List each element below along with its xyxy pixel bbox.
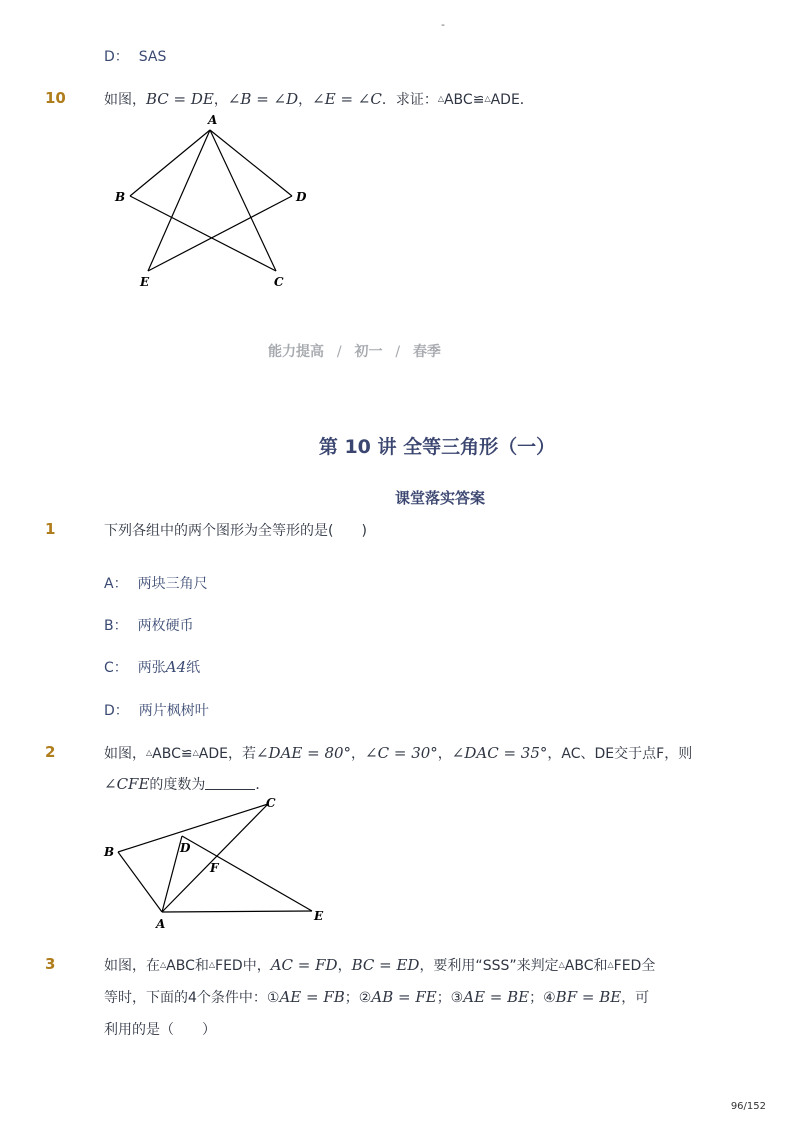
q10-math-2: ∠B = ∠D [227,90,299,108]
q3-line1-end: 全 [641,958,656,974]
triangle-symbol-icon: △ [160,960,167,969]
q1-option-d[interactable] [104,700,209,720]
q3-condition-3: AE = BE [463,988,530,1006]
q10-tri-1: ABC [443,92,473,108]
q2-tri-2: ADE [198,746,228,762]
q3-tri-1: ABC [166,958,195,974]
q3-math-2: BC = ED [351,956,420,974]
q2-prefix: 如图， [104,746,146,762]
point-label-a: A [156,917,166,931]
point-label-c: C [274,275,284,289]
question-2-stem-line2 [104,774,269,794]
option-label: D： [104,703,129,719]
option-text: 两块三角尺 [137,576,208,592]
q2-math-2: ∠C = 30° [365,744,438,762]
question-number-1: 1 [45,520,56,538]
segment-ac [162,804,268,912]
point-label-a: A [208,113,218,127]
q2-line2-text: 的度数为 [149,777,206,793]
question-2-stem-line1: 如图，△ABC≌△ADE，若∠DAE = 80°，∠C = 30°，∠DAC = 35°，AC、DE交于点F，则 [104,744,693,762]
point-label-b: B [115,190,126,204]
point-label-f: F [210,861,219,875]
q3-in: 中， [242,958,271,974]
segment-ba [118,852,162,912]
question-3-stem-line1: 如图，在△ABC和△FED中，AC = FD，BC = ED，要利用“SSS”来判定△ABC和△FED全 [104,956,656,974]
page-number: 96/152 [730,1101,766,1112]
q10-math-1: BC = DE [146,90,214,108]
q2-line2-math: ∠CFE [104,775,150,793]
answer-blank[interactable] [205,777,255,790]
option-text: 纸 [186,660,201,676]
option-label: B： [104,618,128,634]
q1-option-b[interactable] [104,615,194,635]
prev-option-d [104,46,166,66]
option-text: SAS [138,49,167,65]
lecture-title: 第 10 讲 全等三角形（一） [318,436,556,458]
q3-tri-3: ABC [564,958,594,974]
q3-condition-4: BF = BE [555,988,622,1006]
question-3-stem-line2 [104,987,649,1007]
segment-bc [118,804,268,852]
triangle-symbol-icon: △ [437,94,444,103]
q10-tri-2: ADE [490,92,520,108]
q2-rest: ，AC、DE交于点F，则 [547,746,693,762]
point-label-e: E [140,275,150,289]
triangle-symbol-icon: △ [146,748,153,757]
segment-de [182,836,312,911]
q10-figure [100,108,330,293]
segment-ae [162,911,312,912]
breadcrumb-separator: / [336,344,342,360]
breadcrumb-grade: 初一 [354,344,383,360]
point-label-e: E [314,909,324,923]
q3-and-2: 和 [593,958,608,974]
lecture-subtitle: 课堂落实答案 [394,489,485,507]
q1-option-a[interactable] [104,573,208,593]
q2-figure [100,792,340,932]
segment-ac [210,130,276,271]
triangle-symbol-icon: △ [208,960,216,969]
segment-ad [210,130,292,196]
q2-end: ． [255,777,270,793]
q1-option-c[interactable] [104,657,200,677]
q3-math-1: AC = FD [270,956,338,974]
triangle-symbol-icon: △ [607,960,614,969]
point-label-b: B [104,845,115,859]
question-10-stem: 如图，BC = DE，∠B = ∠D，∠E = ∠C．求证：△ABC≌△ADE． [104,90,534,108]
point-label-d: D [180,841,191,855]
q3-prefix: 如图，在 [104,958,160,974]
q10-prefix: 如图， [104,92,146,108]
q3-sep: ；④ [529,990,556,1006]
question-number-3: 3 [45,955,56,973]
question-3-stem-line3: 利用的是（ ） [104,1022,216,1038]
congruent-symbol: ≌ [180,746,193,762]
q3-condition-1: AE = FB [279,988,345,1006]
option-text: 两张 [137,660,166,676]
q3-line2-prefix: 等时，下面的4个条件中：① [104,990,280,1006]
section-breadcrumb [268,341,441,361]
q3-and: 和 [194,958,209,974]
segment-ae [148,130,210,271]
q10-claim-prefix: 求证： [395,92,438,108]
q10-math-3: ∠E = ∠C [312,90,382,108]
q3-line2-end: ，可 [621,990,650,1006]
q3-condition-2: AB = FE [371,988,437,1006]
header-mark: - [441,18,445,31]
point-label-d: D [296,190,307,204]
question-1-stem: 下列各组中的两个图形为全等形的是( ) [104,523,367,539]
option-label: A： [104,576,128,592]
q3-tri-4: FED [613,958,642,974]
triangle-symbol-icon: △ [484,94,491,103]
segment-ab [130,130,210,196]
triangle-symbol-icon: △ [192,748,199,757]
q3-mid: ，要利用“SSS”来判定 [419,958,559,974]
triangle-symbol-icon: △ [558,960,565,969]
option-math: A4 [165,658,187,676]
q10-end: ． [519,92,534,108]
breadcrumb-season: 春季 [412,344,441,360]
breadcrumb-level: 能力提高 [268,344,324,360]
segment-bc [130,196,276,271]
question-number-10: 10 [45,89,66,107]
q3-tri-2: FED [215,958,243,974]
point-label-c: C [266,796,276,810]
q2-math-1: ∠DAE = 80° [255,744,352,762]
question-number-2: 2 [45,743,56,761]
option-text: 两片枫树叶 [138,703,209,719]
segment-ad [162,836,182,912]
q3-sep: ；② [344,990,372,1006]
option-text: 两枚硬币 [137,618,194,634]
option-label: D： [104,49,129,65]
q2-math-3: ∠DAC = 35° [451,744,548,762]
breadcrumb-separator: / [395,344,401,360]
congruent-symbol: ≌ [472,92,485,108]
q2-if: ，若 [227,746,256,762]
q2-tri-1: ABC [152,746,181,762]
q3-sep: ；③ [436,990,464,1006]
option-label: C： [104,660,128,676]
